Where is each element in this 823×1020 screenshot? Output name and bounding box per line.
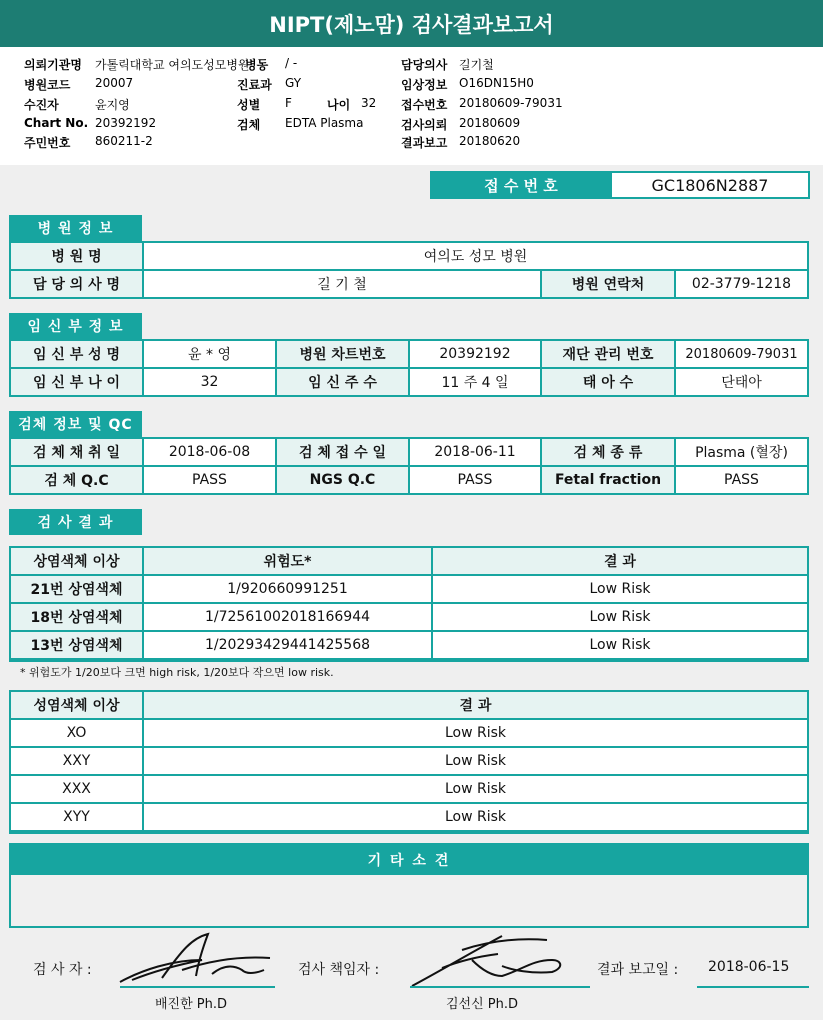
header-value-sex: F	[285, 96, 292, 110]
other-comments-title: 기 타 소 견	[11, 845, 807, 875]
sex-row-result: Low Risk	[144, 776, 807, 802]
hospital-name-label: 병 원 명	[11, 243, 142, 269]
sex-row-name: XYY	[11, 804, 142, 830]
sex-row-result: Low Risk	[144, 720, 807, 746]
fetus-count-value: 단태아	[676, 369, 807, 395]
header-value-chart-no: 20392192	[95, 116, 157, 130]
chart-no-value: 20392192	[410, 341, 540, 367]
header-label-doctor: 담당의사	[401, 58, 448, 72]
autosomal-row-risk: 1/920660991251	[144, 576, 431, 602]
chart-no-label: 병원 차트번호	[277, 341, 408, 367]
patient-name-value: 윤 * 영	[144, 341, 275, 367]
header-label-resident-no: 주민번호	[24, 136, 71, 150]
supervisor-signature	[402, 930, 577, 992]
supervisor-label: 검사 책임자 :	[298, 962, 380, 978]
ngs-qc-label: NGS Q.C	[277, 467, 408, 493]
examiner-label: 검 사 자 :	[33, 962, 92, 978]
results-section-tab: 검 사 결 과	[9, 509, 142, 535]
supervisor-underline	[410, 986, 590, 988]
collect-date-label: 검 체 채 취 일	[11, 439, 142, 465]
patient-age-value: 32	[144, 369, 275, 395]
doctor-name-label: 담 당 의 사 명	[11, 271, 142, 297]
hospital-section-tab: 병 원 정 보	[9, 215, 142, 241]
examiner-underline	[120, 986, 275, 988]
mgmt-no-value: 20180609-79031	[676, 341, 807, 367]
ngs-qc-value: PASS	[410, 467, 540, 493]
header-value-receipt-no: 20180609-79031	[459, 96, 563, 110]
mgmt-no-label: 재단 관리 번호	[542, 341, 674, 367]
sex-row-name: XXX	[11, 776, 142, 802]
header-label-receipt-no: 접수번호	[401, 98, 448, 112]
header-value-department: GY	[285, 76, 302, 90]
gestation-weeks-value: 11 주 4 일	[410, 369, 540, 395]
specimen-type-label: 검 체 종 류	[542, 439, 674, 465]
header-value-doctor: 길기철	[459, 58, 494, 72]
examiner-name: 배진한 Ph.D	[155, 997, 228, 1012]
autosomal-row-risk: 1/20293429441425568	[144, 632, 431, 658]
header-label-institution: 의뢰기관명	[24, 58, 82, 72]
header-label-specimen: 검체	[237, 118, 261, 132]
hospital-table	[9, 241, 809, 299]
header-label-patient: 수진자	[24, 98, 59, 112]
sex-header-result: 결 과	[144, 692, 807, 718]
header-label-age: 나이	[327, 98, 351, 112]
receipt-label: 접 수 번 호	[432, 173, 610, 197]
sex-chromosome-table	[9, 690, 809, 834]
supervisor-name: 김선신 Ph.D	[446, 997, 519, 1012]
receive-date-label: 검 체 접 수 일	[277, 439, 408, 465]
hospital-name-value: 여의도 성모 병원	[144, 243, 807, 269]
doctor-name-value: 길 기 철	[144, 271, 540, 297]
patient-section-tab: 임 신 부 정 보	[9, 313, 142, 339]
autosomal-header-risk: 위험도*	[144, 548, 431, 574]
hospital-contact-value: 02-3779-1218	[676, 271, 807, 297]
receipt-box	[430, 171, 810, 199]
header-label-clinical-info: 임상정보	[401, 78, 448, 92]
header-value-clinical-info: O16DN15H0	[459, 76, 534, 90]
autosomal-row-name: 18번 상염색체	[11, 604, 142, 630]
header-value-patient: 윤지영	[95, 98, 130, 112]
header-label-chart-no: Chart No.	[24, 116, 89, 130]
other-comments-content	[11, 875, 807, 926]
autosomal-row-result: Low Risk	[433, 576, 807, 602]
sex-row-result: Low Risk	[144, 748, 807, 774]
header-value-specimen: EDTA Plasma	[285, 116, 364, 130]
gestation-weeks-label: 임 신 주 수	[277, 369, 408, 395]
fetus-count-label: 태 아 수	[542, 369, 674, 395]
other-comments-box	[9, 843, 809, 928]
header-label-report-date: 결과보고	[401, 136, 448, 150]
patient-name-label: 임 신 부 성 명	[11, 341, 142, 367]
header-value-institution: 가톨릭대학교 여의도성모병원	[95, 58, 250, 72]
specimen-type-value: Plasma (혈장)	[676, 439, 807, 465]
patient-table	[9, 339, 809, 397]
header-value-report-date: 20180620	[459, 134, 521, 148]
header-value-resident-no: 860211-2	[95, 134, 153, 148]
risk-footnote: * 위험도가 1/20보다 크면 high risk, 1/20보다 작으면 low risk.	[20, 666, 334, 679]
header-value-hospital-code: 20007	[95, 76, 134, 90]
sex-header-name: 성염색체 이상	[11, 692, 142, 718]
receive-date-value: 2018-06-11	[410, 439, 540, 465]
report-date-underline	[697, 986, 809, 988]
specimen-table	[9, 437, 809, 495]
autosomal-row-name: 13번 상염색체	[11, 632, 142, 658]
report-title: NIPT(제노맘) 검사결과보고서	[0, 0, 823, 47]
header-label-sex: 성별	[237, 98, 261, 112]
autosomal-row-risk: 1/72561002018166944	[144, 604, 431, 630]
sex-row-result: Low Risk	[144, 804, 807, 830]
specimen-section-tab: 검체 정보 및 QC	[9, 411, 142, 437]
examiner-signature	[112, 930, 282, 990]
header-value-ward: / -	[285, 56, 298, 70]
autosomal-header-result: 결 과	[433, 548, 807, 574]
header-label-request-date: 검사의뢰	[401, 118, 448, 132]
header-label-hospital-code: 병원코드	[24, 78, 71, 92]
hospital-contact-label: 병원 연락처	[542, 271, 674, 297]
autosomal-row-name: 21번 상염색체	[11, 576, 142, 602]
autosomal-header-name: 상염색체 이상	[11, 548, 142, 574]
autosomal-row-result: Low Risk	[433, 604, 807, 630]
header-label-department: 진료과	[237, 78, 272, 92]
specimen-qc-label: 검 체 Q.C	[11, 467, 142, 493]
fetal-fraction-label: Fetal fraction	[542, 467, 674, 493]
report-date-label: 결과 보고일 :	[597, 962, 679, 978]
specimen-qc-value: PASS	[144, 467, 275, 493]
sex-row-name: XXY	[11, 748, 142, 774]
header-value-request-date: 20180609	[459, 116, 521, 130]
autosomal-row-result: Low Risk	[433, 632, 807, 658]
sex-row-name: XO	[11, 720, 142, 746]
patient-age-label: 임 신 부 나 이	[11, 369, 142, 395]
report-date-value: 2018-06-15	[708, 959, 790, 975]
header-label-ward: 병동	[245, 58, 269, 72]
collect-date-value: 2018-06-08	[144, 439, 275, 465]
receipt-value: GC1806N2887	[612, 173, 808, 197]
autosomal-results-table	[9, 546, 809, 662]
fetal-fraction-value: PASS	[676, 467, 807, 493]
header-value-age: 32	[361, 96, 377, 110]
